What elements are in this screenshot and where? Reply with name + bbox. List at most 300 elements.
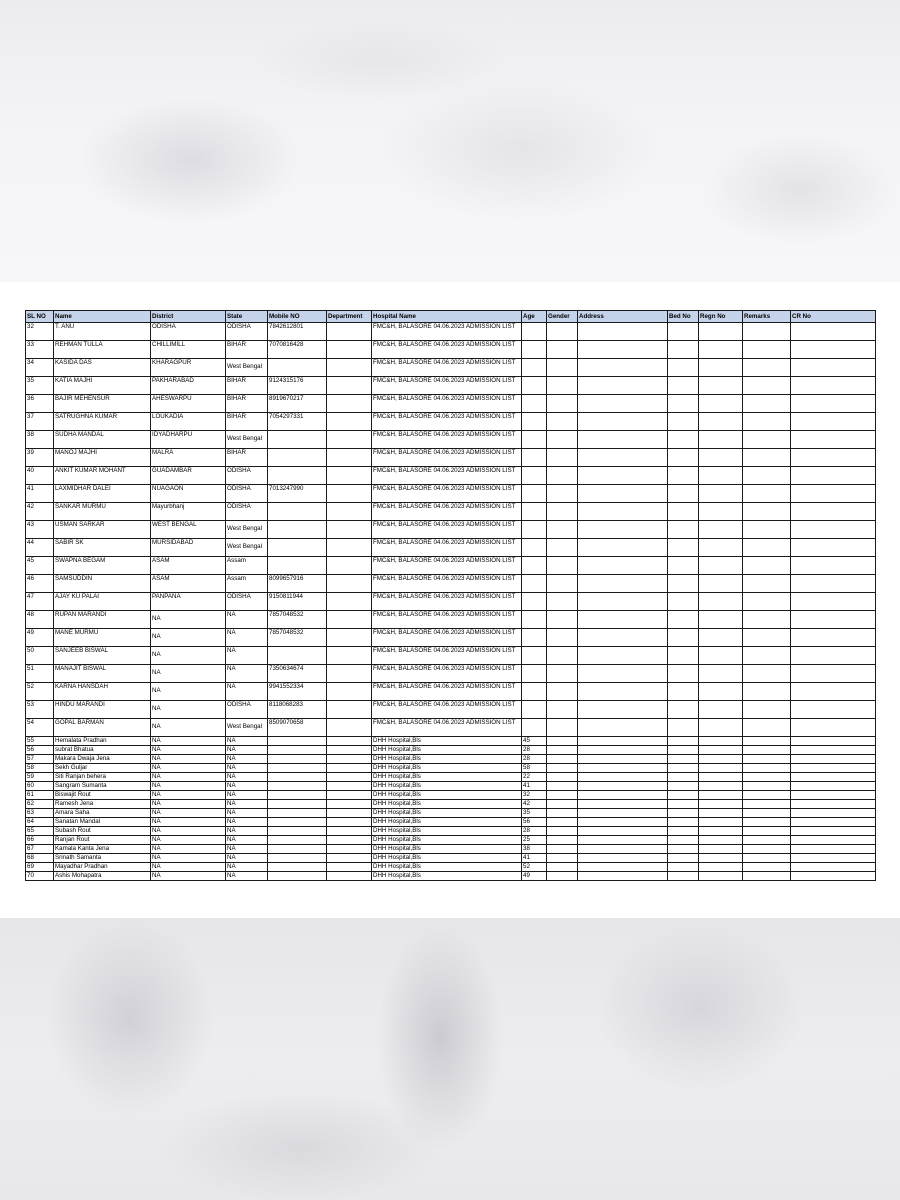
cell-address [578,467,668,485]
cell-cr-no [791,719,876,737]
cell-sl-no-text: 35 [27,377,34,384]
cell-address [578,503,668,521]
cell-hospital [372,413,522,431]
cell-district-text: MALRA [152,449,174,456]
header-mobile: Mobile NO [268,311,327,323]
cell-hospital [372,323,522,341]
cell-address [578,845,668,854]
cell-hospital [372,872,522,881]
cell-state [226,629,268,647]
cell-name-text: SUDHA MANDAL [55,431,104,438]
cell-age [522,611,547,629]
cell-district [151,746,226,755]
header-regn-no: Regn No [699,311,743,323]
cell-sl-no-text: 55 [27,737,34,744]
cell-district-text: NA [152,782,161,789]
cell-age [522,431,547,449]
cell-district [151,431,226,449]
cell-department [327,413,372,431]
cell-regn-no [699,791,743,800]
cell-mobile-text: 9150811944 [269,593,303,600]
cell-age [522,773,547,782]
cell-remarks [743,755,791,764]
cell-age [522,467,547,485]
cell-remarks [743,485,791,503]
cell-sl-no [26,593,54,611]
cell-name [54,701,151,719]
cell-bed-no [668,341,699,359]
cell-name-text: LAXMIDHAR DALEI [55,485,111,492]
cell-district-text: NA [152,669,161,676]
cell-age-text: 42 [523,800,530,807]
cell-age [522,764,547,773]
cell-cr-no [791,611,876,629]
cell-district-text: ODISHA [152,323,176,330]
cell-cr-no [791,575,876,593]
cell-bed-no [668,539,699,557]
cell-age [522,503,547,521]
cell-mobile [268,782,327,791]
cell-district-text: NA [152,854,161,861]
cell-name-text: AJAY KU PALAI [55,593,100,600]
cell-regn-no [699,764,743,773]
cell-bed-no [668,575,699,593]
cell-state-text: West Bengal [227,723,262,730]
cell-gender [547,737,578,746]
cell-address [578,782,668,791]
cell-regn-no [699,539,743,557]
cell-mobile [268,809,327,818]
cell-sl-no-text: 41 [27,485,34,492]
cell-state [226,665,268,683]
cell-age-text: 28 [523,755,530,762]
cell-remarks [743,467,791,485]
cell-address [578,791,668,800]
cell-age [522,629,547,647]
cell-bed-no [668,863,699,872]
cell-name [54,818,151,827]
cell-state [226,746,268,755]
cell-sl-no [26,647,54,665]
cell-sl-no [26,449,54,467]
cell-remarks [743,413,791,431]
cell-district-text: Mayurbhanj [152,503,185,510]
cell-gender [547,323,578,341]
cell-sl-no-text: 52 [27,683,34,690]
cell-department [327,629,372,647]
cell-hospital-text: FMC&H, BALASORE 04.06.2023 ADMISSION LIST [373,629,516,636]
cell-address [578,611,668,629]
cell-sl-no [26,683,54,701]
cell-hospital [372,863,522,872]
cell-remarks [743,872,791,881]
cell-sl-no-text: 65 [27,827,34,834]
cell-state [226,755,268,764]
cell-sl-no [26,773,54,782]
cell-district [151,791,226,800]
cell-state [226,737,268,746]
cell-age-text: 35 [523,809,530,816]
header-remarks: Remarks [743,311,791,323]
cell-state [226,413,268,431]
cell-hospital [372,800,522,809]
cell-name-text: GOPAL BARMAN [55,719,104,726]
cell-district [151,521,226,539]
cell-bed-no [668,800,699,809]
cell-name [54,683,151,701]
cell-gender [547,611,578,629]
cell-cr-no [791,377,876,395]
cell-gender [547,746,578,755]
cell-sl-no [26,827,54,836]
cell-cr-no [791,836,876,845]
cell-state-text: NA [227,845,236,852]
cell-state-text: NA [227,737,236,744]
cell-age [522,800,547,809]
cell-district-text: AHESWARPU [152,395,192,402]
cell-state-text: West Bengal [227,435,262,442]
cell-remarks [743,863,791,872]
cell-address [578,719,668,737]
cell-sl-no-text: 38 [27,431,34,438]
cell-state [226,836,268,845]
cell-department [327,665,372,683]
cell-sl-no [26,854,54,863]
cell-hospital [372,485,522,503]
cell-gender [547,845,578,854]
header-district: District [151,311,226,323]
cell-bed-no [668,764,699,773]
cell-district-text: NUAGAON [152,485,184,492]
cell-age-text: 22 [523,773,530,780]
cell-state-text: NA [227,791,236,798]
cell-bed-no [668,665,699,683]
cell-gender [547,395,578,413]
cell-mobile [268,764,327,773]
cell-name [54,809,151,818]
cell-gender [547,872,578,881]
cell-bed-no [668,323,699,341]
cell-bed-no [668,836,699,845]
cell-department [327,755,372,764]
cell-district [151,557,226,575]
cell-state-text: West Bengal [227,525,262,532]
table-row [26,665,876,683]
cell-gender [547,557,578,575]
cell-bed-no [668,737,699,746]
cell-name [54,791,151,800]
cell-gender [547,593,578,611]
cell-state [226,323,268,341]
cell-hospital-text: DHH Hospital,Bls [373,827,421,834]
cell-bed-no [668,557,699,575]
cell-district [151,863,226,872]
cell-regn-no [699,863,743,872]
cell-department [327,782,372,791]
cell-address [578,701,668,719]
cell-sl-no-text: 44 [27,539,34,546]
table-row [26,809,876,818]
cell-hospital-text: FMC&H, BALASORE 04.06.2023 ADMISSION LIST [373,701,516,708]
header-department: Department [327,311,372,323]
table-row [26,854,876,863]
cell-age [522,701,547,719]
table-row [26,557,876,575]
cell-sl-no [26,611,54,629]
cell-sl-no [26,800,54,809]
cell-state-text: NA [227,647,236,654]
cell-gender [547,683,578,701]
cell-regn-no [699,773,743,782]
blurred-background-bottom [0,918,900,1200]
cell-regn-no [699,557,743,575]
cell-sl-no-text: 69 [27,863,34,870]
cell-mobile-text: 7070816428 [269,341,304,348]
table-row [26,467,876,485]
header-gender: Gender [547,311,578,323]
cell-address [578,395,668,413]
cell-cr-no [791,746,876,755]
cell-sl-no-text: 37 [27,413,34,420]
cell-remarks [743,377,791,395]
cell-name [54,863,151,872]
cell-address [578,377,668,395]
cell-address [578,575,668,593]
cell-sl-no [26,809,54,818]
cell-mobile-text: 7857048532 [269,629,304,636]
cell-gender [547,647,578,665]
cell-state [226,854,268,863]
cell-age [522,647,547,665]
cell-state [226,503,268,521]
cell-regn-no [699,683,743,701]
cell-name [54,539,151,557]
cell-mobile [268,647,327,665]
cell-gender [547,854,578,863]
cell-district [151,683,226,701]
table-row [26,755,876,764]
cell-state-text: ODISHA [227,323,251,330]
cell-district [151,647,226,665]
admission-table [25,310,876,881]
cell-department [327,467,372,485]
cell-state [226,467,268,485]
cell-hospital [372,467,522,485]
cell-name [54,431,151,449]
table-row [26,341,876,359]
cell-regn-no [699,341,743,359]
cell-address [578,872,668,881]
cell-age-text: 28 [523,827,530,834]
table-row [26,485,876,503]
cell-age-text: 41 [523,782,530,789]
cell-cr-no [791,359,876,377]
header-address: Address [578,311,668,323]
cell-hospital [372,737,522,746]
cell-state [226,701,268,719]
cell-age-text: 25 [523,836,530,843]
cell-hospital [372,854,522,863]
cell-address [578,827,668,836]
cell-name-text: ANKIT KUMAR MOHANT [55,467,126,474]
cell-state-text: ODISHA [227,467,251,474]
cell-district-text: NA [152,737,161,744]
cell-hospital [372,827,522,836]
cell-regn-no [699,323,743,341]
cell-mobile [268,395,327,413]
cell-district-text: NA [152,872,161,879]
cell-state-text: NA [227,683,236,690]
cell-gender [547,503,578,521]
cell-state-text: ODISHA [227,593,251,600]
cell-remarks [743,323,791,341]
cell-district-text: NA [152,791,161,798]
cell-remarks [743,809,791,818]
cell-bed-no [668,593,699,611]
cell-cr-no [791,395,876,413]
cell-age-text: 38 [523,845,530,852]
cell-gender [547,782,578,791]
cell-name-text: Sekh Guljar [55,764,88,771]
cell-remarks [743,449,791,467]
cell-remarks [743,611,791,629]
cell-address [578,449,668,467]
cell-address [578,755,668,764]
cell-state [226,485,268,503]
cell-cr-no [791,665,876,683]
cell-regn-no [699,521,743,539]
cell-hospital [372,449,522,467]
cell-sl-no-text: 47 [27,593,34,600]
cell-remarks [743,665,791,683]
cell-address [578,764,668,773]
cell-name-text: USMAN SARKAR [55,521,105,528]
cell-hospital-text: FMC&H, BALASORE 04.06.2023 ADMISSION LIST [373,719,516,726]
cell-name [54,647,151,665]
cell-department [327,818,372,827]
cell-department [327,521,372,539]
cell-bed-no [668,683,699,701]
cell-state-text: ODISHA [227,485,251,492]
cell-hospital [372,746,522,755]
cell-mobile-text: 8099657916 [269,575,304,582]
cell-age [522,683,547,701]
cell-state [226,521,268,539]
cell-name-text: MANE MURMU [55,629,99,636]
cell-state [226,719,268,737]
cell-address [578,836,668,845]
cell-sl-no-text: 39 [27,449,34,456]
cell-hospital-text: DHH Hospital,Bls [373,746,421,753]
cell-district-text: NA [152,633,161,640]
cell-age [522,836,547,845]
cell-hospital [372,395,522,413]
cell-hospital-text: DHH Hospital,Bls [373,863,421,870]
cell-district [151,485,226,503]
cell-name-text: Siti Ranjan behera [55,773,106,780]
cell-address [578,854,668,863]
cell-sl-no [26,503,54,521]
cell-state [226,593,268,611]
cell-regn-no [699,836,743,845]
cell-department [327,683,372,701]
cell-age-text: 49 [523,872,530,879]
cell-hospital-text: FMC&H, BALASORE 04.06.2023 ADMISSION LIST [373,413,516,420]
cell-state [226,359,268,377]
table-row [26,539,876,557]
cell-mobile [268,863,327,872]
cell-age [522,818,547,827]
cell-mobile [268,845,327,854]
table-row [26,737,876,746]
table-row [26,503,876,521]
cell-mobile-text: 8118068283 [269,701,303,708]
cell-bed-no [668,719,699,737]
cell-name [54,872,151,881]
cell-bed-no [668,755,699,764]
cell-department [327,431,372,449]
cell-state-text: NA [227,611,236,618]
cell-remarks [743,773,791,782]
cell-district [151,575,226,593]
cell-regn-no [699,737,743,746]
header-state: State [226,311,268,323]
cell-district [151,701,226,719]
cell-gender [547,449,578,467]
cell-district [151,449,226,467]
cell-address [578,737,668,746]
cell-name-text: KASIDA DAS [55,359,92,366]
cell-mobile [268,737,327,746]
cell-mobile-text: 9941552334 [269,683,304,690]
cell-remarks [743,719,791,737]
cell-sl-no-text: 64 [27,818,34,825]
cell-department [327,773,372,782]
cell-department [327,872,372,881]
cell-hospital [372,836,522,845]
cell-age-text: 45 [523,737,530,744]
cell-bed-no [668,377,699,395]
cell-mobile-text: 7350634674 [269,665,304,672]
cell-name-text: SWAPNA BEGAM [55,557,106,564]
cell-regn-no [699,755,743,764]
cell-name-text: subrat Bhatua [55,746,94,753]
cell-mobile [268,449,327,467]
cell-sl-no-text: 61 [27,791,34,798]
cell-state-text: NA [227,665,236,672]
cell-age-text: 28 [523,746,530,753]
cell-sl-no-text: 48 [27,611,34,618]
cell-hospital [372,683,522,701]
cell-cr-no [791,521,876,539]
cell-cr-no [791,539,876,557]
cell-cr-no [791,773,876,782]
cell-name [54,854,151,863]
cell-cr-no [791,449,876,467]
cell-remarks [743,395,791,413]
cell-remarks [743,629,791,647]
cell-mobile [268,773,327,782]
cell-sl-no-text: 51 [27,665,34,672]
cell-regn-no [699,503,743,521]
cell-name [54,737,151,746]
cell-address [578,539,668,557]
cell-state [226,557,268,575]
cell-hospital [372,791,522,800]
cell-hospital-text: DHH Hospital,Bls [373,836,421,843]
cell-hospital-text: FMC&H, BALASORE 04.06.2023 ADMISSION LIST [373,485,516,492]
cell-hospital-text: DHH Hospital,Bls [373,773,421,780]
